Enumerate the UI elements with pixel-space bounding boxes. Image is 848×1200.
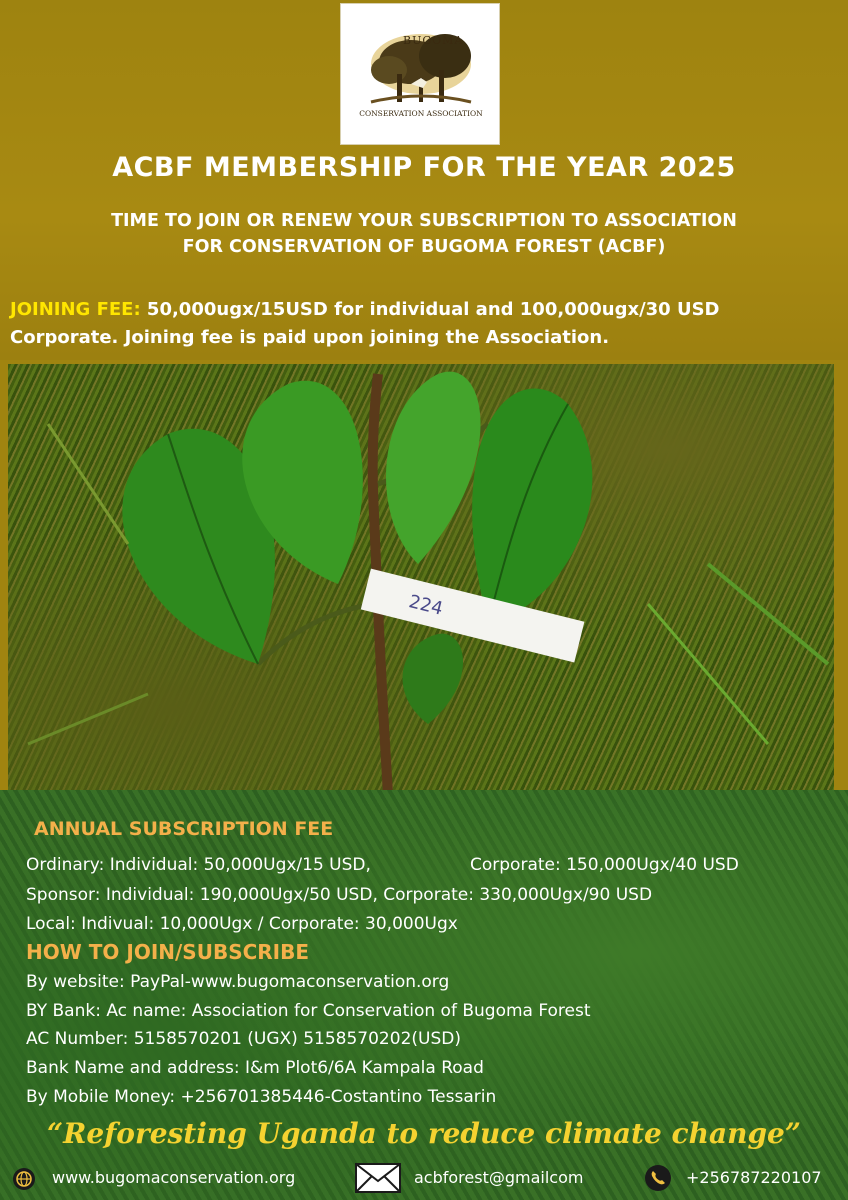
sponsor-fee: Sponsor: Individual: 190,000Ugx/50 USD, Corporate: 330,000Ugx/90 USD <box>26 885 653 905</box>
footer-website-link[interactable]: www.bugomaconservation.org <box>52 1168 296 1187</box>
plant-tag-number: 224 <box>406 591 446 620</box>
joining-fee <box>10 296 840 352</box>
slogan: “Reforesting Uganda to reduce climate change” <box>47 1117 801 1150</box>
how-to-join-heading: HOW TO JOIN/SUBSCRIBE <box>26 940 310 964</box>
local-fee: Local: Indivual: 10,000Ugx / Corporate: 30,000Ugx <box>26 914 458 934</box>
page-subtitle <box>60 208 788 260</box>
footer-phone-link[interactable]: +256787220107 <box>686 1168 822 1187</box>
joining-fee-line-2: Corporate. Joining fee is paid upon joining the Association. <box>10 327 610 348</box>
join-by-website: By website: PayPal-www.bugomaconservation.org <box>26 972 450 992</box>
subtitle-line-1: TIME TO JOIN OR RENEW YOUR SUBSCRIPTION TO ASSOCIATION <box>111 211 737 231</box>
bank-name-address: Bank Name and address: I&m Plot6/6A Kampala Road <box>26 1058 484 1078</box>
ordinary-corporate-fee: Corporate: 150,000Ugx/40 USD <box>470 855 739 875</box>
joining-fee-line-1 <box>10 296 840 324</box>
logo-name: BUGOMA <box>403 34 464 47</box>
join-by-mobile-money: By Mobile Money: +256701385446-Costantino Tessarin <box>26 1087 497 1107</box>
ordinary-individual-fee: Ordinary: Individual: 50,000Ugx/15 USD, <box>26 855 371 875</box>
header-banner <box>0 0 848 360</box>
bugoma-logo <box>340 3 500 145</box>
seedling-illustration <box>8 364 834 794</box>
phone-icon <box>644 1164 672 1192</box>
annual-fee-heading: ANNUAL SUBSCRIPTION FEE <box>34 818 334 840</box>
bank-account-number: AC Number: 5158570201 (UGX) 5158570202(USD) <box>26 1029 461 1049</box>
envelope-icon <box>355 1163 401 1193</box>
joining-fee-amounts: 50,000ugx/15USD for individual and 100,000ugx/30 USD <box>140 299 720 320</box>
page-title: ACBF MEMBERSHIP FOR THE YEAR 2025 <box>112 152 736 183</box>
globe-icon <box>12 1167 36 1191</box>
joining-fee-label: JOINING FEE: <box>10 299 141 320</box>
tree-logo-icon <box>341 4 501 146</box>
logo-tagline: CONSERVATION ASSOCIATION <box>359 109 483 118</box>
join-by-bank: BY Bank: Ac name: Association for Conservation of Bugoma Forest <box>26 1001 591 1021</box>
footer-email-link[interactable]: acbforest@gmailcom <box>414 1168 584 1187</box>
subtitle-line-2: FOR CONSERVATION OF BUGOMA FOREST (ACBF) <box>182 237 666 257</box>
seedling-photo <box>8 364 834 794</box>
